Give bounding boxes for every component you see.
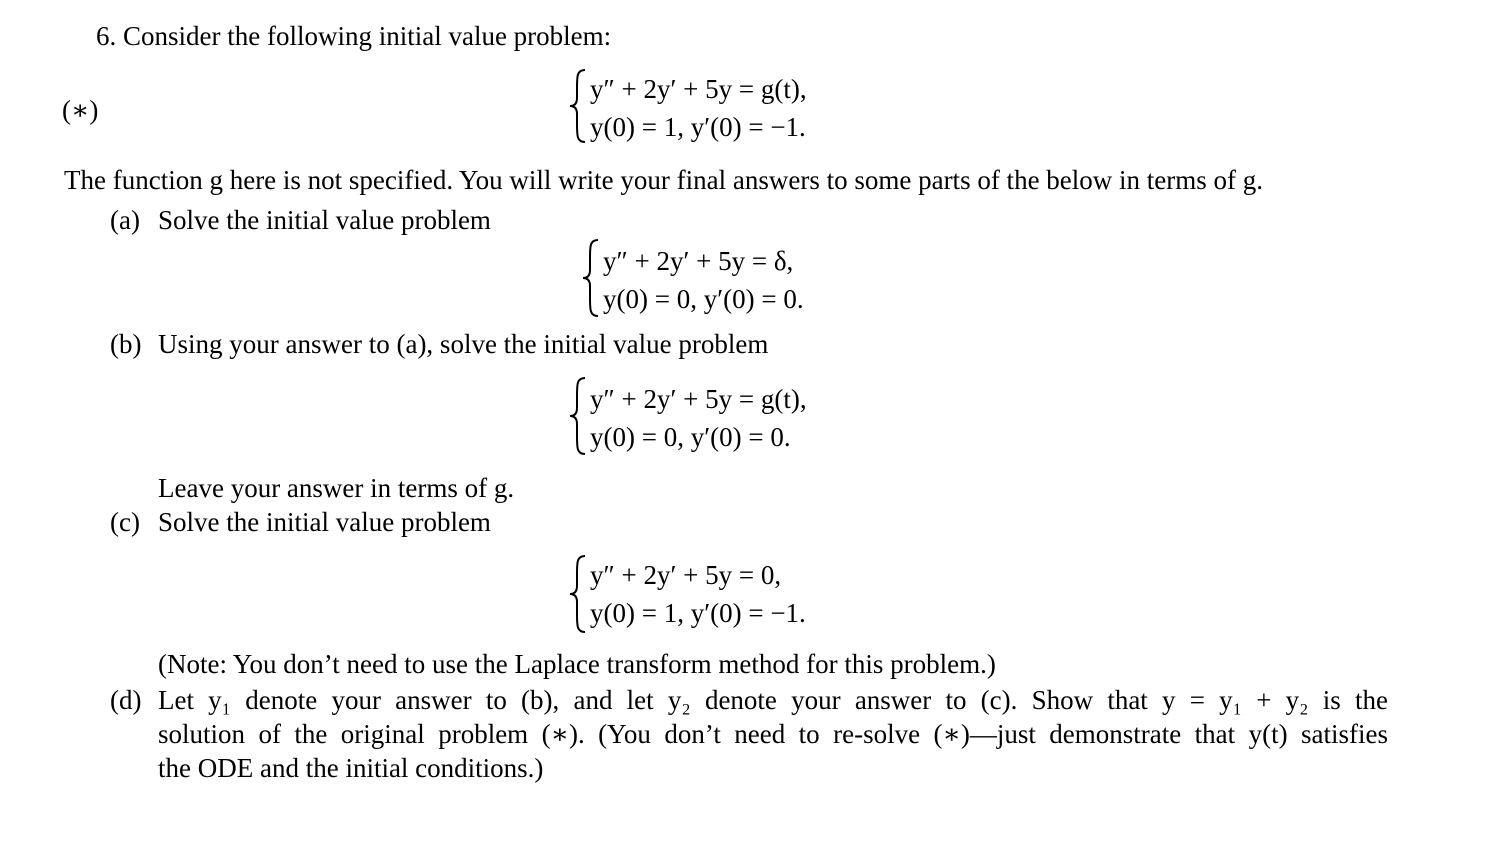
- part-c-initial-conditions: y(0) = 1, y′(0) = −1.: [590, 598, 806, 628]
- part-c-text: Solve the initial value problem: [158, 507, 491, 537]
- part-c-label: (c): [110, 507, 140, 537]
- part-b-equation: y″ + 2y′ + 5y = g(t),: [590, 384, 807, 414]
- part-b-text: Using your answer to (a), solve the initial value problem: [158, 329, 769, 359]
- left-brace-icon: [568, 552, 588, 636]
- left-brace-icon: [568, 66, 588, 146]
- part-d-line-2: solution of the original problem (∗). (You don’t need to re-solve (∗)—just demonstrate that y(t) satisfies: [158, 719, 1388, 749]
- left-brace-icon: [581, 236, 601, 320]
- left-brace-icon: [568, 374, 588, 458]
- part-a-equation: y″ + 2y′ + 5y = δ,: [603, 246, 794, 276]
- part-b-system: [568, 374, 888, 458]
- intro-text: The function g here is not specified. You will write your final answers to some parts of the below in terms of g.: [64, 165, 1264, 195]
- part-d-line-3: the ODE and the initial conditions.): [158, 753, 544, 783]
- main-equation: y″ + 2y′ + 5y = g(t),: [590, 74, 807, 104]
- part-a-initial-conditions: y(0) = 0, y′(0) = 0.: [603, 284, 804, 314]
- part-c-system: [568, 552, 888, 636]
- part-d-line-1: Let y₁ denote your answer to (b), and let y₂ denote your answer to (c). Show that y = y₁ + y₂ is the: [158, 685, 1388, 715]
- part-c-equation: y″ + 2y′ + 5y = 0,: [590, 560, 782, 590]
- part-a-label: (a): [110, 205, 140, 235]
- part-a-system: [581, 236, 881, 320]
- part-b-after-text: Leave your answer in terms of g.: [158, 473, 515, 503]
- part-b-initial-conditions: y(0) = 0, y′(0) = 0.: [590, 422, 791, 452]
- main-initial-conditions: y(0) = 1, y′(0) = −1.: [590, 112, 806, 142]
- main-system: [568, 66, 888, 146]
- part-d-label: (d): [110, 685, 142, 715]
- problem-heading: 6. Consider the following initial value problem:: [96, 21, 612, 51]
- part-c-note: (Note: You don’t need to use the Laplace transform method for this problem.): [158, 649, 996, 679]
- part-b-label: (b): [110, 329, 142, 359]
- part-a-text: Solve the initial value problem: [158, 205, 491, 235]
- star-label: (∗): [62, 95, 99, 125]
